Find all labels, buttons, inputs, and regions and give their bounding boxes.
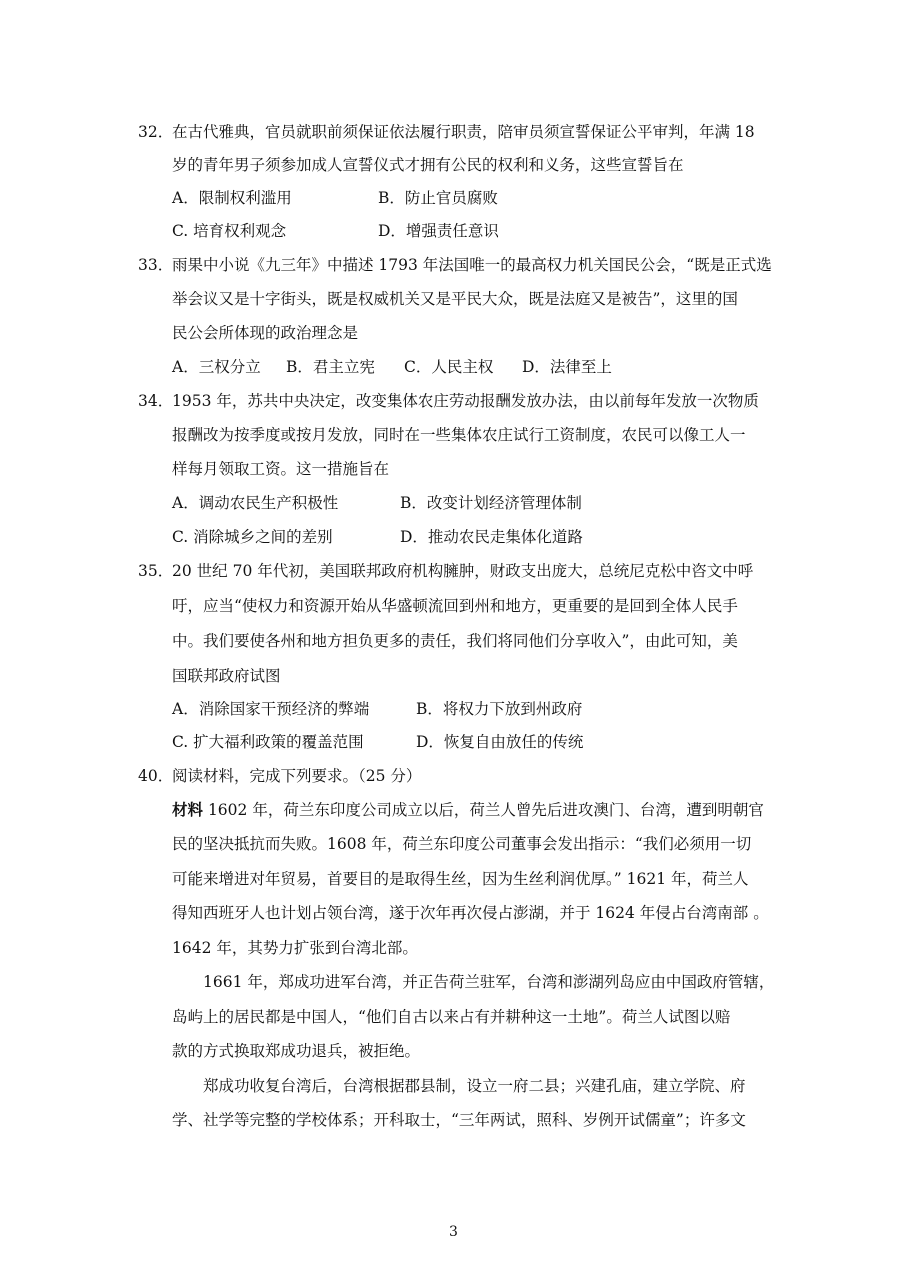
option-b: B．防止官员腐败 bbox=[378, 189, 498, 207]
option-c: C. 消除城乡之间的差别 bbox=[172, 528, 333, 546]
question-number: 34． bbox=[138, 392, 174, 410]
option-d: D．推动农民走集体化道路 bbox=[400, 528, 583, 546]
option-a: A．调动农民生产积极性 bbox=[172, 494, 339, 512]
question-text-line: 举会议又是十字街头，既是权威机关又是平民大众，既是法庭又是被告”，这里的国 bbox=[172, 290, 738, 308]
question-text-line: 1953 年，苏共中央决定，改变集体农庄劳动报酬发放办法，由以前每年发放一次物质 bbox=[172, 392, 759, 410]
option-a: A．限制权利滥用 bbox=[172, 189, 292, 207]
material-paragraph-line: 款的方式换取郑成功退兵，被拒绝。 bbox=[172, 1042, 421, 1060]
question-text-line: 岁的青年男子须参加成人宣誓仪式才拥有公民的权利和义务，这些宣誓旨在 bbox=[172, 156, 684, 174]
page-number: 3 bbox=[449, 1224, 458, 1240]
material-paragraph-line: 学、社学等完整的学校体系；开科取士，“三年两试，照科、岁例开试儒童”；许多文 bbox=[172, 1111, 746, 1129]
question-text-line: 在古代雅典，官员就职前须保证依法履行职责，陪审员须宣誓保证公平审判，年满 18 bbox=[172, 123, 755, 141]
material-paragraph-line: 1661 年，郑成功进军台湾，并正告荷兰驻军，台湾和澎湖列岛应由中国政府管辖， bbox=[203, 973, 775, 991]
question-text-line: 中。我们要使各州和地方担负更多的责任，我们将同他们分享收入”，由此可知，美 bbox=[172, 632, 738, 650]
option-b: B．君主立宪 bbox=[286, 358, 375, 376]
material-label: 材料 bbox=[172, 800, 204, 819]
question-text-line: 报酬改为按季度或按月发放，同时在一些集体农庄试行工资制度，农民可以像工人一 bbox=[172, 426, 746, 444]
option-d: D．恢复自由放任的传统 bbox=[416, 733, 584, 751]
material-paragraph-line bbox=[172, 800, 764, 820]
question-text-line: 吁，应当“使权力和资源开始从华盛顿流回到州和地方，更重要的是回到全体人民手 bbox=[172, 597, 738, 615]
question-number: 32． bbox=[138, 123, 174, 141]
material-paragraph-line: 可能来增进对年贸易，首要目的是取得生丝，因为生丝利润优厚。” 1621 年，荷兰人 bbox=[172, 870, 749, 888]
option-d: D．法律至上 bbox=[522, 358, 612, 376]
option-a: A．消除国家干预经济的弊端 bbox=[172, 700, 370, 718]
material-paragraph-line: 1642 年，其势力扩张到台湾北部。 bbox=[172, 939, 418, 957]
option-c: C. 扩大福利政策的覆盖范围 bbox=[172, 733, 364, 751]
material-paragraph-line: 郑成功收复台湾后，台湾根据郡县制，设立一府二县；兴建孔庙，建立学院、府 bbox=[203, 1077, 746, 1095]
option-b: B．将权力下放到州政府 bbox=[416, 700, 583, 718]
option-c: C. 培育权利观念 bbox=[172, 222, 287, 240]
question-text-line: 国联邦政府试图 bbox=[172, 667, 281, 685]
question-text-line: 民公会所体现的政治理念是 bbox=[172, 324, 359, 342]
question-number: 40． bbox=[138, 767, 174, 785]
material-paragraph-line: 得知西班牙人也计划占领台湾，遂于次年再次侵占澎湖，并于 1624 年侵占台湾南部 。 bbox=[172, 904, 769, 922]
question-text-line: 雨果中小说《九三年》中描述 1793 年法国唯一的最高权力机关国民公会，“既是正式选 bbox=[172, 256, 772, 274]
question-title: 阅读材料，完成下列要求。（25 分） bbox=[172, 767, 422, 785]
option-d: D．增强责任意识 bbox=[378, 222, 499, 240]
question-text-line: 20 世纪 70 年代初，美国联邦政府机构臃肿，财政支出庞大，总统尼克松中咨文中呼 bbox=[172, 562, 754, 580]
question-number: 33． bbox=[138, 256, 174, 274]
material-text: 1602 年，荷兰东印度公司成立以后，荷兰人曾先后进攻澳门、台湾，遭到明朝官 bbox=[203, 801, 764, 819]
material-paragraph-line: 民的坚决抵抗而失败。1608 年，荷兰东印度公司董事会发出指示：“我们必须用一切 bbox=[172, 835, 752, 853]
question-number: 35． bbox=[138, 562, 174, 580]
question-text-line: 样每月领取工资。这一措施旨在 bbox=[172, 460, 390, 478]
option-c: C．人民主权 bbox=[404, 358, 494, 376]
option-b: B．改变计划经济管理体制 bbox=[400, 494, 582, 512]
material-paragraph-line: 岛屿上的居民都是中国人，“他们自古以来占有并耕种这一土地”。荷兰人试图以赔 bbox=[172, 1008, 731, 1026]
option-a: A．三权分立 bbox=[172, 358, 261, 376]
